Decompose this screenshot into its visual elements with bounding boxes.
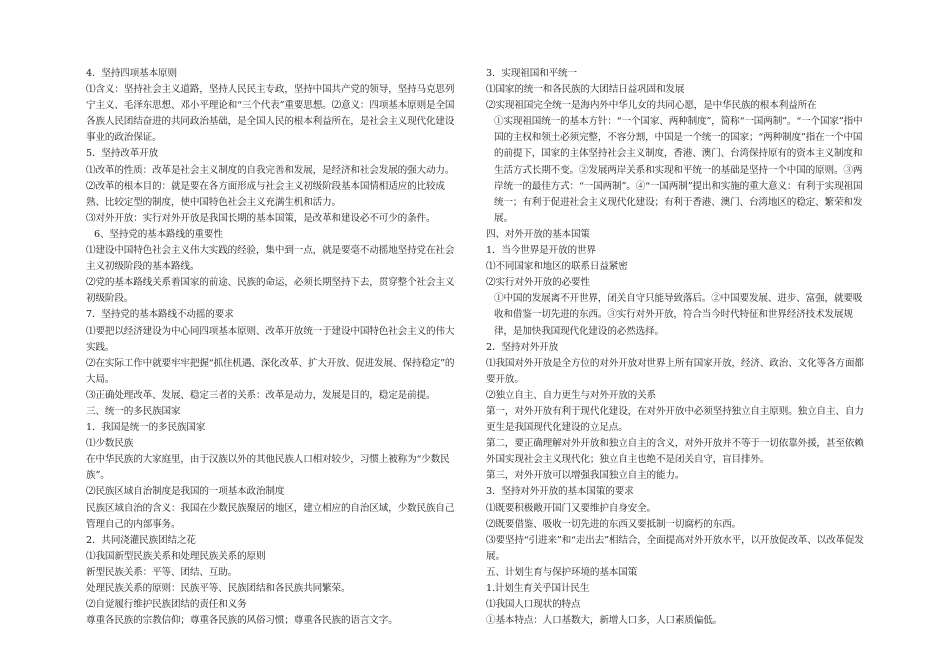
paragraph: ①基本特点：人口基数大，新增人口多，人口素质偏低。 — [486, 615, 723, 627]
chapter-heading: 五、计划生育与保护环境的基本国策 — [486, 566, 638, 578]
section-heading: 4．坚持四项基本原则 — [86, 68, 177, 79]
paragraph: ⑴我国对外开放是全方位的对外开放对世界上所有国家开放，经济、政治、文化等各方面都要开放。 — [486, 357, 864, 385]
paragraph: ①中国的发展离不开世界，闭关自守只能导致落后。②中国要发展、进步、富强，就要吸收和借鉴一切先进的东西。③实行对外开放，符合当今时代特征和世界经济技术发展规律，是加快我国现代化建设的必然选择。 — [494, 293, 863, 337]
section-heading: 2．共同浇灌民族团结之花 — [86, 534, 196, 546]
paragraph: ⑴既要积极敞开国门又要维护自身安全。 — [486, 502, 656, 514]
paragraph: 在中华民族的大家庭里，由于汉族以外的其他民族人口相对较少，习惯上被称为“少数民族”。 — [86, 454, 450, 482]
paragraph: ⑵改革的根本目的：就是要在各方面形成与社会主义初级阶段基本国情相适应的比较成熟、比较定型的制度，使中国特色社会主义充满生机和活力。 — [86, 180, 445, 208]
paragraph: ⑴含义：坚持社会主义道路，坚持人民民主专政，坚持中国共产党的领导，坚持马克思列宁主义、毛泽东思想、邓小平理论和“三个代表”重要思想。⑵意义：四项基本原则是全国各族人民团结奋进的共同政治基础，是全国人民的根本利益所在，是社会主义现代化建设事业的政治保证。 — [86, 84, 455, 144]
paragraph: ⑴不同国家和地区的联系日益紧密 — [486, 261, 628, 273]
subheading: ⑴少数民族 — [86, 438, 134, 450]
subheading: ⑴我国新型民族关系和处理民族关系的原则 — [86, 550, 266, 562]
paragraph: ⑶对外开放：实行对外开放是我国长期的基本国策，是改革和建设必不可少的条件。 — [86, 212, 436, 224]
paragraph: 新型民族关系：平等、团结、互助。 — [86, 566, 238, 578]
chapter-heading: 四、对外开放的基本国策 — [486, 228, 590, 240]
subheading: ⑵实行对外开放的必要性 — [486, 277, 590, 289]
section-heading: 3．坚持对外开放的基本国策的要求 — [486, 486, 634, 498]
paragraph: ⑵党的基本路线关系着国家的前途、民族的命运，必须长期坚持下去，贯穿整个社会主义初级阶段。 — [86, 277, 455, 305]
section-heading: 7．坚持党的基本路线不动摇的要求 — [86, 309, 234, 321]
paragraph: 第三，对外开放可以增强我国独立自主的能力。 — [486, 470, 685, 482]
section-heading: 5．坚持改革开放 — [86, 148, 159, 160]
paragraph: 第一，对外开放有利于现代化建设，在对外开放中必须坚持独立自主原则。独立自主、自力更生是我国现代化建设的立足点。 — [486, 405, 864, 434]
paragraph: 尊重各民族的宗教信仰；尊重各民族的风俗习惯；尊重各民族的语言文字。 — [86, 615, 398, 627]
paragraph: ⑴建设中国特色社会主义伟大实践的经验，集中到一点，就是要毫不动摇地坚持党在社会主义初级阶段的基本路线。 — [86, 245, 455, 273]
right-column — [486, 66, 868, 629]
section-heading: 3．实现祖国和平统一 — [486, 68, 577, 79]
paragraph: ⑵在实际工作中就要牢牢把握“抓住机遇、深化改革、扩大开放、促进发展、保持稳定”的大局。 — [86, 357, 455, 385]
section-heading: 1．我国是统一的多民族国家 — [86, 422, 206, 434]
paragraph: ⑴改革的性质：改革是社会主义制度的自我完善和发展，是经济和社会发展的强大动力。 — [86, 164, 455, 176]
paragraph: ①实现祖国统一的基本方针：“一个国家、两种制度”，简称“一国两制”。“一个国家”指中国的主权和领土必须完整，不容分割，中国是一个统一的国家；“两种制度”指在一个中国的前提下，国家的主体坚持社会主义制度，香港、澳门、台湾保持原有的资本主义制度和生活方式长期不变。②发展两岸关系和实现和平统一的基础是坚持一个中国的原则。③两岸统一的最佳方式：“一国两制”。④“一国两制”提出和实施的重大意义：有利于实现祖国统一；有利于促进社会主义现代化建设；有利于香港、澳门、台湾地区的稳定、繁荣和发展。 — [494, 116, 863, 224]
paragraph: ⑵实现祖国完全统一是海内外中华儿女的共同心愿，是中华民族的根本利益所在 — [486, 100, 817, 112]
paragraph: 民族区域自治的含义：我国在少数民族聚居的地区，建立相应的自治区域，少数民族自己管理自己的内部事务。 — [86, 502, 455, 530]
paragraph: ⑴要把以经济建设为中心同四项基本原则、改革开放统一于建设中国特色社会主义的伟大实践。 — [86, 325, 455, 353]
paragraph: ⑶要坚持“引进来”和“走出去”相结合，全面提高对外开放水平，以开放促改革、以改革促发展。 — [486, 534, 864, 562]
paragraph: ⑵既要借鉴、吸收一切先进的东西又要抵制一切腐朽的东西。 — [486, 518, 741, 530]
left-column — [86, 66, 456, 629]
subheading: ⑵自觉履行维护民族团结的责任和义务 — [86, 599, 247, 611]
paragraph: ⑴国家的统一和各民族的大团结日益巩固和发展 — [486, 84, 685, 96]
paragraph: 处理民族关系的原则：民族平等、民族团结和各民族共同繁荣。 — [86, 583, 351, 594]
chapter-heading: 三、统一的多民族国家 — [86, 405, 181, 417]
section-heading: 1．当今世界是开放的世界 — [486, 245, 596, 257]
section-heading: 2．坚持对外开放 — [486, 341, 559, 353]
subheading: ⑴我国人口现状的特点 — [486, 599, 581, 611]
subheading: ⑵独立自主、自力更生与对外开放的关系 — [486, 389, 656, 401]
section-heading: 1.计划生育关乎国计民生 — [486, 583, 590, 594]
subheading: ⑵民族区域自治制度是我国的一项基本政治制度 — [86, 486, 285, 498]
paragraph: 第二，要正确理解对外开放和独立自主的含义，对外开放并不等于一切依靠外援，甚至依赖外国实现社会主义现代化；独立自主也绝不是闭关自守，盲目排外。 — [486, 438, 864, 466]
paragraph: ⑶正确处理改革、发展、稳定三者的关系：改革是动力，发展是目的，稳定是前提。 — [86, 389, 436, 401]
section-heading: 6、坚持党的基本路线的重要性 — [94, 228, 223, 240]
